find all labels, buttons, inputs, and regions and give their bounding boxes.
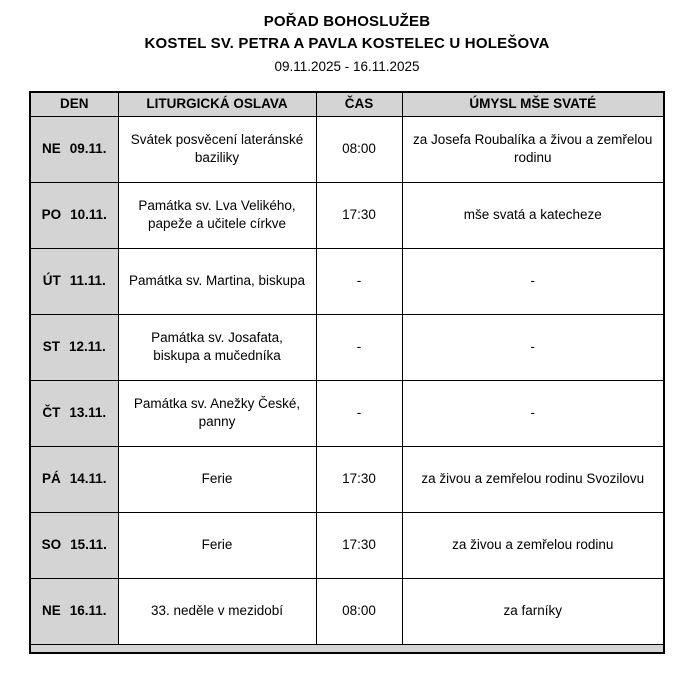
time-cell: 17:30 [316,446,402,512]
day-abbr: PO [41,206,62,222]
day-abbr: NE [41,140,61,156]
feast-cell: Ferie [118,446,316,512]
time-cell: - [316,314,402,380]
feast-cell: Ferie [118,512,316,578]
intention-cell: za živou a zemřelou rodinu [402,512,664,578]
table-row [30,248,664,314]
day-cell [30,512,118,578]
day-abbr: ST [42,338,60,354]
day-cell [30,380,118,446]
feast-cell: Památka sv. Anežky České, panny [118,380,316,446]
table-row [30,512,664,578]
table-header-row [30,92,664,116]
day-date: 16.11. [69,602,107,618]
feast-cell: 33. neděle v mezidobí [118,578,316,644]
day-cell [30,248,118,314]
table-row [30,578,664,644]
intention-cell: za farníky [402,578,664,644]
day-date: 10.11. [70,206,107,222]
day-date: 13.11. [69,404,107,420]
intention-cell: - [402,248,664,314]
schedule-table [29,91,665,654]
day-abbr: NE [41,602,61,618]
day-date: 15.11. [70,536,107,552]
intention-cell: za živou a zemřelou rodinu Svozilovu [402,446,664,512]
feast-cell: Památka sv. Martina, biskupa [118,248,316,314]
column-header-cas: ČAS [316,92,402,116]
intention-cell: - [402,380,664,446]
time-cell: 08:00 [316,116,402,182]
day-cell [30,446,118,512]
feast-cell: Svátek posvěcení lateránské baziliky [118,116,316,182]
document-heading [0,13,694,74]
table-row [30,380,664,446]
intention-cell: - [402,314,664,380]
day-date: 11.11. [69,272,106,288]
column-header-umysl: ÚMYSL MŠE SVATÉ [402,92,664,116]
feast-cell: Památka sv. Lva Velikého, papeže a učitele církve [118,182,316,248]
day-cell [30,578,118,644]
church-name: KOSTEL SV. PETRA A PAVLA KOSTELEC U HOLEŠOVA [144,35,550,52]
table-row [30,446,664,512]
day-cell [30,182,118,248]
day-abbr: SO [41,536,62,552]
page-title: POŘAD BOHOSLUŽEB [263,13,431,30]
date-range: 09.11.2025 - 16.11.2025 [274,59,420,74]
time-cell: - [316,248,402,314]
footer-strip-cell [30,644,664,653]
day-date: 14.11. [69,470,107,486]
time-cell: 17:30 [316,182,402,248]
table-row [30,314,664,380]
day-cell [30,116,118,182]
day-abbr: PÁ [41,470,61,486]
feast-cell: Památka sv. Josafata, biskupa a mučedníka [118,314,316,380]
day-date: 12.11. [68,338,106,354]
intention-cell: za Josefa Roubalíka a živou a zemřelou rodinu [402,116,664,182]
table-footer-strip [30,644,664,653]
column-header-oslava: LITURGICKÁ OSLAVA [118,92,316,116]
time-cell: 17:30 [316,512,402,578]
intention-cell: mše svatá a katecheze [402,182,664,248]
table-row [30,182,664,248]
day-cell [30,314,118,380]
day-abbr: ÚT [42,272,61,288]
table-row [30,116,664,182]
day-abbr: ČT [42,404,61,420]
column-header-den: DEN [30,92,118,116]
day-date: 09.11. [69,140,107,156]
time-cell: - [316,380,402,446]
time-cell: 08:00 [316,578,402,644]
